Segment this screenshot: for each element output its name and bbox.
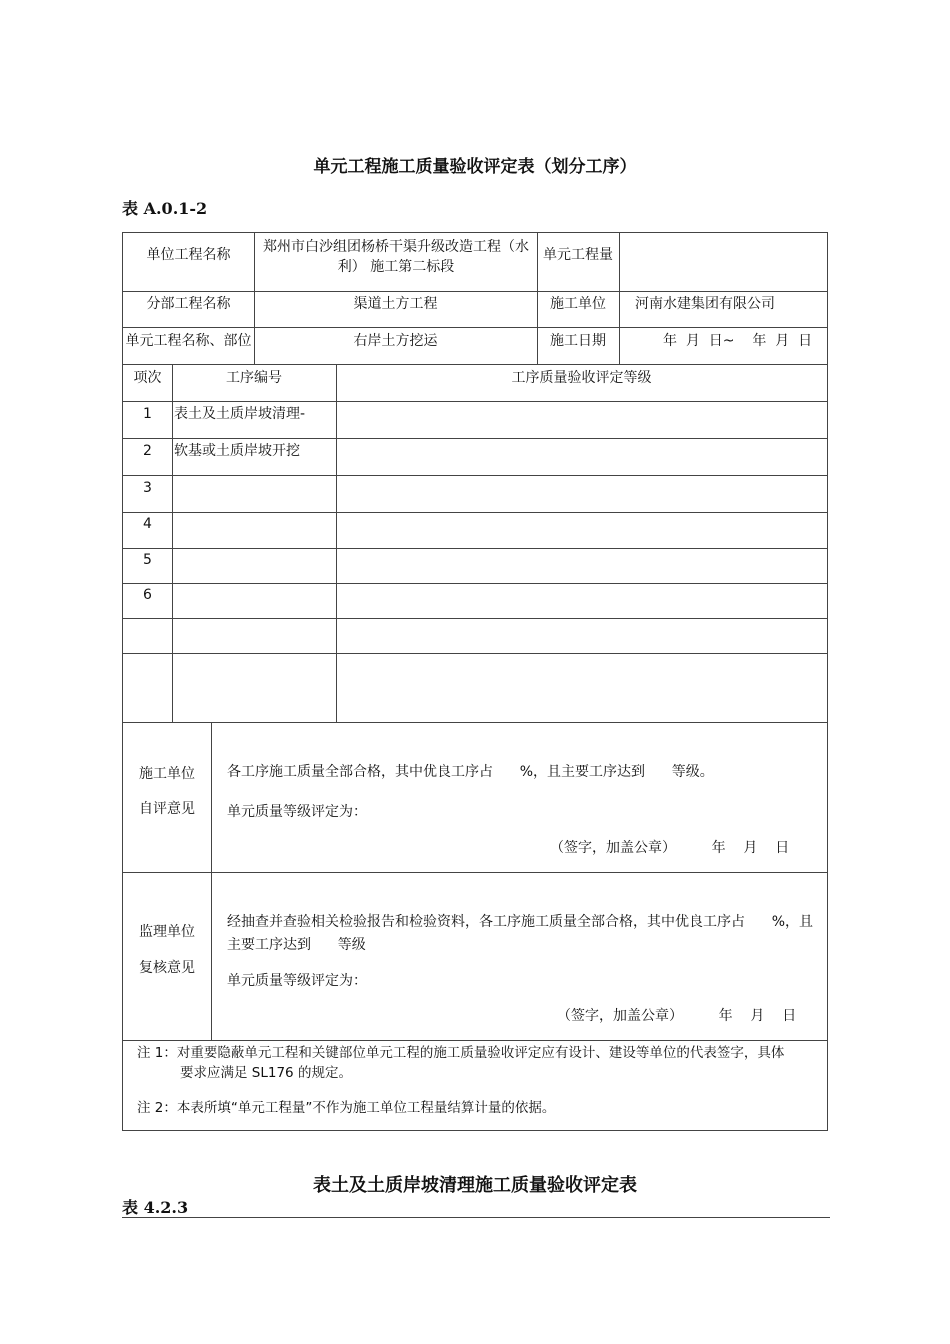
supervisor-text: 经抽查并查验相关检验报告和检验资料，各工序施工质量全部合格，其中优良工序占 %，且主要工序达到 等级 xyxy=(227,914,814,953)
division-label: 分部工程名称 xyxy=(146,296,231,312)
element-value: 右岸土方挖运 xyxy=(353,333,438,349)
self-eval-sign-line: （签字，加盖公章） 年 月 日 xyxy=(550,840,790,856)
note-1-line-1: 注 1：对重要隐蔽单元工程和关键部位单元工程的施工质量验收评定应有设计、建设等单位的代表签字，具体 xyxy=(137,1045,785,1061)
self-eval-label-1: 施工单位 xyxy=(139,766,195,782)
supervisor-label-2: 复核意见 xyxy=(139,960,195,976)
next-table-title: 表土及土质岸坡清理施工质量验收评定表 xyxy=(313,1175,637,1196)
unit-project-value: 郑州市白沙组团杨桥干渠升级改造工程（水利） 施工第二标段 xyxy=(263,239,529,275)
unit-project-label: 单位工程名称 xyxy=(146,247,231,263)
row-item: 5 xyxy=(143,552,152,568)
table-number: 表 A.0.1-2 xyxy=(122,199,208,218)
quantity-label: 单元工程量 xyxy=(543,247,613,263)
page-title: 单元工程施工质量验收评定表（划分工序） xyxy=(313,157,637,177)
self-eval-label-2: 自评意见 xyxy=(139,801,195,817)
row-item: 1 xyxy=(143,406,152,422)
supervisor-sign-line: （签字，加盖公章） 年 月 日 xyxy=(557,1008,797,1024)
division-value: 渠道土方工程 xyxy=(353,296,438,312)
element-label: 单元工程名称、部位 xyxy=(125,333,252,349)
row-item: 4 xyxy=(143,516,152,532)
supervisor-label-1: 监理单位 xyxy=(139,924,195,940)
row-item: 6 xyxy=(143,587,152,603)
self-eval-grade-line: 单元质量等级评定为： xyxy=(227,804,367,820)
next-table-number: 表 4.2.3 xyxy=(122,1198,189,1217)
contractor-label: 施工单位 xyxy=(550,296,606,312)
evaluation-table xyxy=(122,232,828,1131)
date-value: 年 月 日~ 年 月 日 xyxy=(663,333,813,349)
column-header-item: 项次 xyxy=(133,370,162,386)
note-2: 注 2：本表所填“单元工程量”不作为施工单位工程量结算计量的依据。 xyxy=(137,1100,556,1116)
date-label: 施工日期 xyxy=(550,333,606,349)
row-item: 2 xyxy=(143,443,152,459)
note-1-line-2: 要求应满足 SL176 的规定。 xyxy=(180,1065,352,1081)
divider xyxy=(122,1217,830,1218)
row-item: 3 xyxy=(143,480,152,496)
self-eval-text: 各工序施工质量全部合格，其中优良工序占 %，且主要工序达到 等级。 xyxy=(227,764,714,780)
column-header-grade: 工序质量验收评定等级 xyxy=(511,370,652,386)
column-header-process-no: 工序编号 xyxy=(226,370,282,386)
contractor-value: 河南水建集团有限公司 xyxy=(635,296,775,312)
supervisor-grade-line: 单元质量等级评定为： xyxy=(227,973,367,989)
row-process: 表土及土质岸坡清理- xyxy=(174,406,306,422)
row-process: 软基或土质岸坡开挖 xyxy=(174,443,300,459)
